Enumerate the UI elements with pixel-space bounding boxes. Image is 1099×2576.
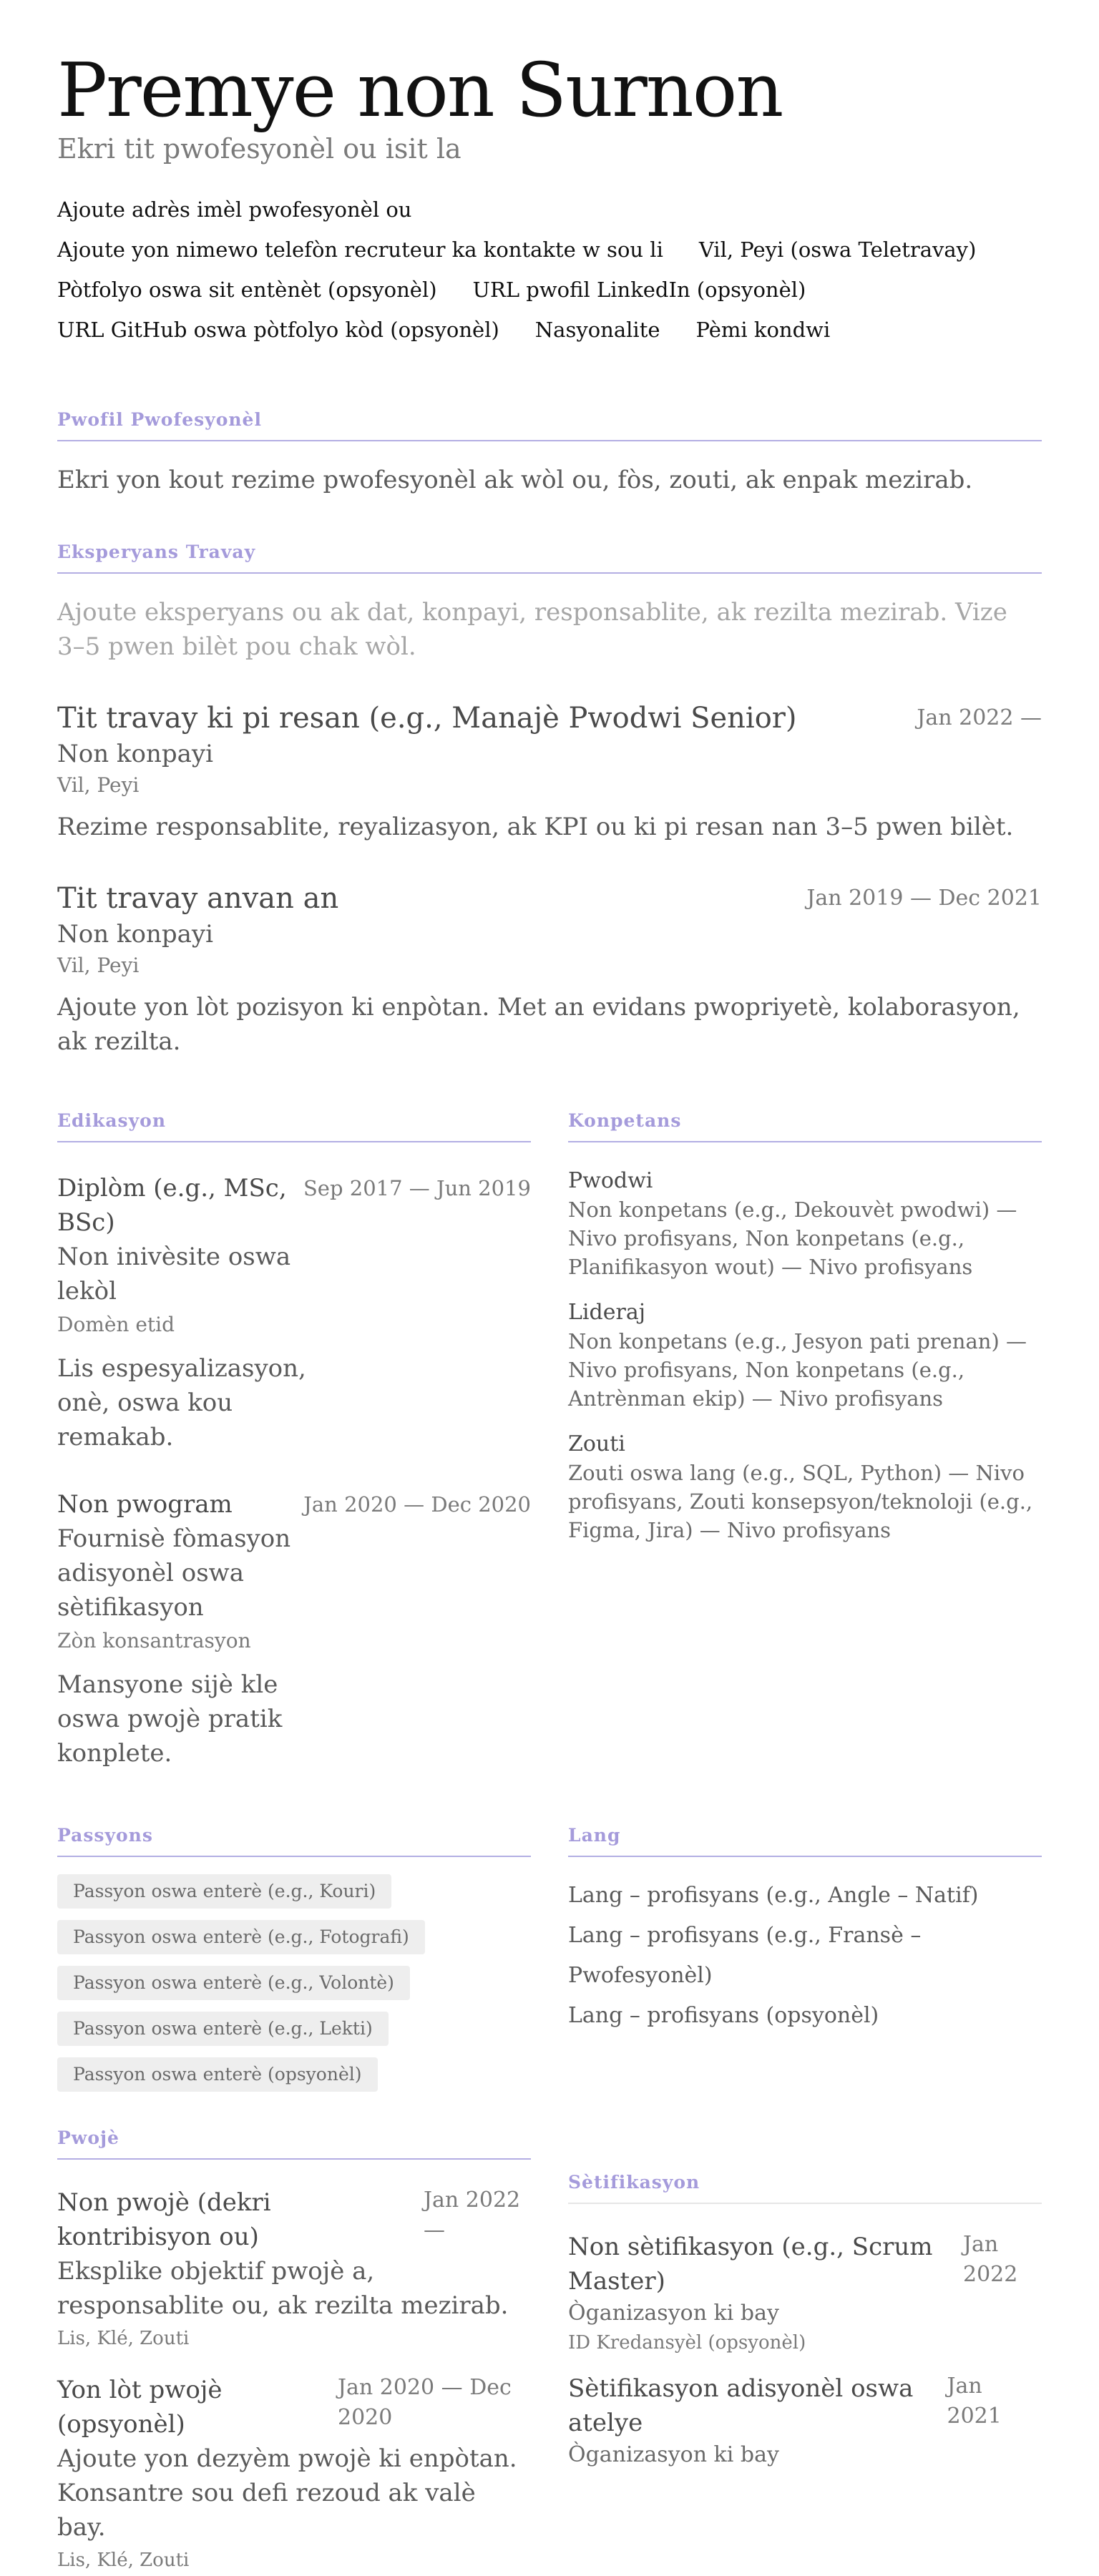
- certification-issuer: Òganizasyon ki bay: [568, 2442, 779, 2468]
- job-entry: [57, 700, 1042, 844]
- project-date: Jan 2022 —: [424, 2188, 521, 2243]
- hobby-chip-list: [57, 1874, 531, 2092]
- education-entry: [57, 1171, 531, 1454]
- certification-credential-id: ID Kredansyèl (opsyonèl): [568, 2332, 806, 2354]
- hobby-chip: Passyon oswa enterè (e.g., Lekti): [57, 2012, 389, 2046]
- job-entry: [57, 880, 1042, 1059]
- profile-summary: Ekri yon kout rezime pwofesyonèl ak wòl ou, fòs, zouti, ak enpak mezirab.: [57, 466, 973, 495]
- contact-driving-license: Pèmi kondwi: [695, 318, 831, 343]
- hobby-chip: Passyon oswa enterè (e.g., Volontè): [57, 1966, 410, 2000]
- job-location: Vil, Peyi: [57, 773, 140, 798]
- project-technologies: Lis, Klé, Zouti: [57, 2550, 190, 2572]
- skill-group: [568, 1167, 1042, 1281]
- certification-title: Sètifikasyon adisyonèl oswa atelye: [568, 2374, 914, 2438]
- contact-phone: Ajoute yon nimewo telefòn recruteur ka kontakte w sou li: [57, 237, 663, 263]
- education-field: Zòn konsantrasyon: [57, 1629, 251, 1653]
- education-heading: Edikasyon: [57, 1110, 531, 1142]
- certifications-section: [568, 2127, 1042, 2576]
- contact-github: URL GitHub oswa pòtfolyo kòd (opsyonèl): [57, 318, 499, 343]
- education-school: Non inivèsite oswa lekòl: [57, 1243, 291, 1306]
- project-description: Eksplike objektif pwojè a, responsablite ou, ak rezilta mezirab.: [57, 2257, 509, 2321]
- project-technologies: Lis, Klé, Zouti: [57, 2328, 190, 2350]
- language-item: Lang – profisyans (e.g., Angle – Natif): [568, 1883, 979, 1909]
- education-description: Mansyone sijè kle oswa pwojè pratik konplete.: [57, 1670, 283, 1768]
- project-title: Yon lòt pwojè (opsyonèl): [57, 2376, 223, 2439]
- project-entry: [57, 2373, 531, 2576]
- project-title: Non pwojè (dekri kontribisyon ou): [57, 2188, 271, 2252]
- education-skills-row: [57, 1110, 1042, 1771]
- job-date: Jan 2022 —: [917, 705, 1042, 731]
- contact-portfolio: Pòtfolyo oswa sit entènèt (opsyonèl): [57, 278, 437, 303]
- contact-location: Vil, Peyi (oswa Teletravay): [698, 237, 977, 263]
- professional-title: Ekri tit pwofesyonèl ou isit la: [57, 133, 461, 165]
- education-degree: Non pwogram: [57, 1490, 233, 1519]
- certification-title: Non sètifikasyon (e.g., Scrum Master): [568, 2233, 933, 2296]
- certification-date: Jan 2021: [947, 2374, 1002, 2429]
- skills-heading: Konpetans: [568, 1110, 1042, 1142]
- hobbies-section: [57, 1825, 531, 2092]
- experience-heading: Eksperyans Travay: [57, 542, 1042, 574]
- skill-category: Zouti: [568, 1431, 625, 1457]
- profile-heading: Pwofil Pwofesyonèl: [57, 409, 1042, 441]
- projects-section: [57, 2127, 531, 2576]
- job-date: Jan 2019 — Dec 2021: [806, 886, 1042, 911]
- skill-list: Zouti oswa lang (e.g., SQL, Python) — Nivo profisyans, Zouti konsepsyon/teknoloji (e.g., Figma, Jira) — Nivo profisyans: [568, 1461, 1033, 1543]
- job-description: Rezime responsablite, reyalizasyon, ak KPI ou ki pi resan nan 3–5 pwen bilèt.: [57, 813, 1014, 842]
- education-field: Domèn etid: [57, 1313, 175, 1337]
- projects-heading: Pwojè: [57, 2127, 531, 2160]
- skill-category: Lideraj: [568, 1300, 646, 1326]
- language-item: Lang – profisyans (opsyonèl): [568, 2003, 879, 2029]
- certification-date: Jan 2022: [963, 2232, 1018, 2288]
- experience-intro: Ajoute eksperyans ou ak dat, konpayi, responsablite, ak rezilta mezirab. Vize 3–5 pwen bilèt pou chak wòl.: [57, 598, 1007, 662]
- hobby-chip: Passyon oswa enterè (opsyonèl): [57, 2057, 378, 2092]
- project-date: Jan 2020 — Dec 2020: [338, 2375, 512, 2431]
- skill-group: [568, 1298, 1042, 1413]
- education-date: Jan 2020 — Dec 2020: [303, 1492, 531, 1517]
- job-title: Tit travay ki pi resan (e.g., Manajè Pwodwi Senior): [57, 702, 797, 735]
- contact-email: Ajoute adrès imèl pwofesyonèl ou: [57, 197, 412, 222]
- job-company: Non konpayi: [57, 920, 214, 949]
- certification-entry: [568, 2230, 1042, 2357]
- project-description: Ajoute yon dezyèm pwojè ki enpòtan. Konsantre sou defi rezoud ak valè bay.: [57, 2444, 517, 2542]
- languages-section: [568, 1825, 1042, 2092]
- certifications-heading: Sètifikasyon: [568, 2172, 1042, 2204]
- job-location: Vil, Peyi: [57, 954, 140, 978]
- hobbies-languages-row: [57, 1825, 1042, 2092]
- projects-certifications-row: [57, 2127, 1042, 2576]
- certification-issuer: Òganizasyon ki bay: [568, 2301, 779, 2326]
- project-entry: [57, 2185, 531, 2354]
- contact-nationality: Nasyonalite: [534, 318, 660, 343]
- profile-section: [57, 409, 1042, 497]
- languages-heading: Lang: [568, 1825, 1042, 1857]
- education-description: Lis espesyalizasyon, onè, oswa kou remakab.: [57, 1354, 306, 1452]
- language-list: [568, 1876, 1042, 2036]
- job-description: Ajoute yon lòt pozisyon ki enpòtan. Met an evidans pwopriyetè, kolaborasyon, ak rezilta.: [57, 993, 1020, 1057]
- hobby-chip: Passyon oswa enterè (e.g., Kouri): [57, 1874, 391, 1909]
- job-title: Tit travay anvan an: [57, 882, 339, 916]
- education-section: [57, 1110, 531, 1771]
- skills-section: [568, 1110, 1042, 1771]
- skill-group: [568, 1430, 1042, 1544]
- skill-list: Non konpetans (e.g., Dekouvèt pwodwi) — Nivo profisyans, Non konpetans (e.g., Planifikasyon wout) — Nivo profisyans: [568, 1198, 1017, 1280]
- education-date: Sep 2017 — Jun 2019: [303, 1176, 531, 1201]
- candidate-name: Premye non Surnon: [57, 46, 783, 134]
- contact-list: [57, 197, 1042, 342]
- contact-linkedin: URL pwofil LinkedIn (opsyonèl): [472, 278, 806, 303]
- language-item: Lang – profisyans (e.g., Fransè – Pwofesyonèl): [568, 1923, 922, 1989]
- hobbies-heading: Passyons: [57, 1825, 531, 1857]
- education-entry: [57, 1487, 531, 1771]
- education-degree: Diplòm (e.g., MSc, BSc): [57, 1174, 287, 1238]
- certification-entry: [568, 2371, 1042, 2470]
- experience-section: [57, 542, 1042, 1059]
- skill-category: Pwodwi: [568, 1168, 653, 1194]
- job-company: Non konpayi: [57, 740, 214, 769]
- education-school: Fournisè fòmasyon adisyonèl oswa sètifikasyon: [57, 1524, 291, 1622]
- hobby-chip: Passyon oswa enterè (e.g., Fotografi): [57, 1920, 425, 1954]
- skill-list: Non konpetans (e.g., Jesyon pati prenan) — Nivo profisyans, Non konpetans (e.g., Antrènman ekip) — Nivo profisyans: [568, 1329, 1027, 1411]
